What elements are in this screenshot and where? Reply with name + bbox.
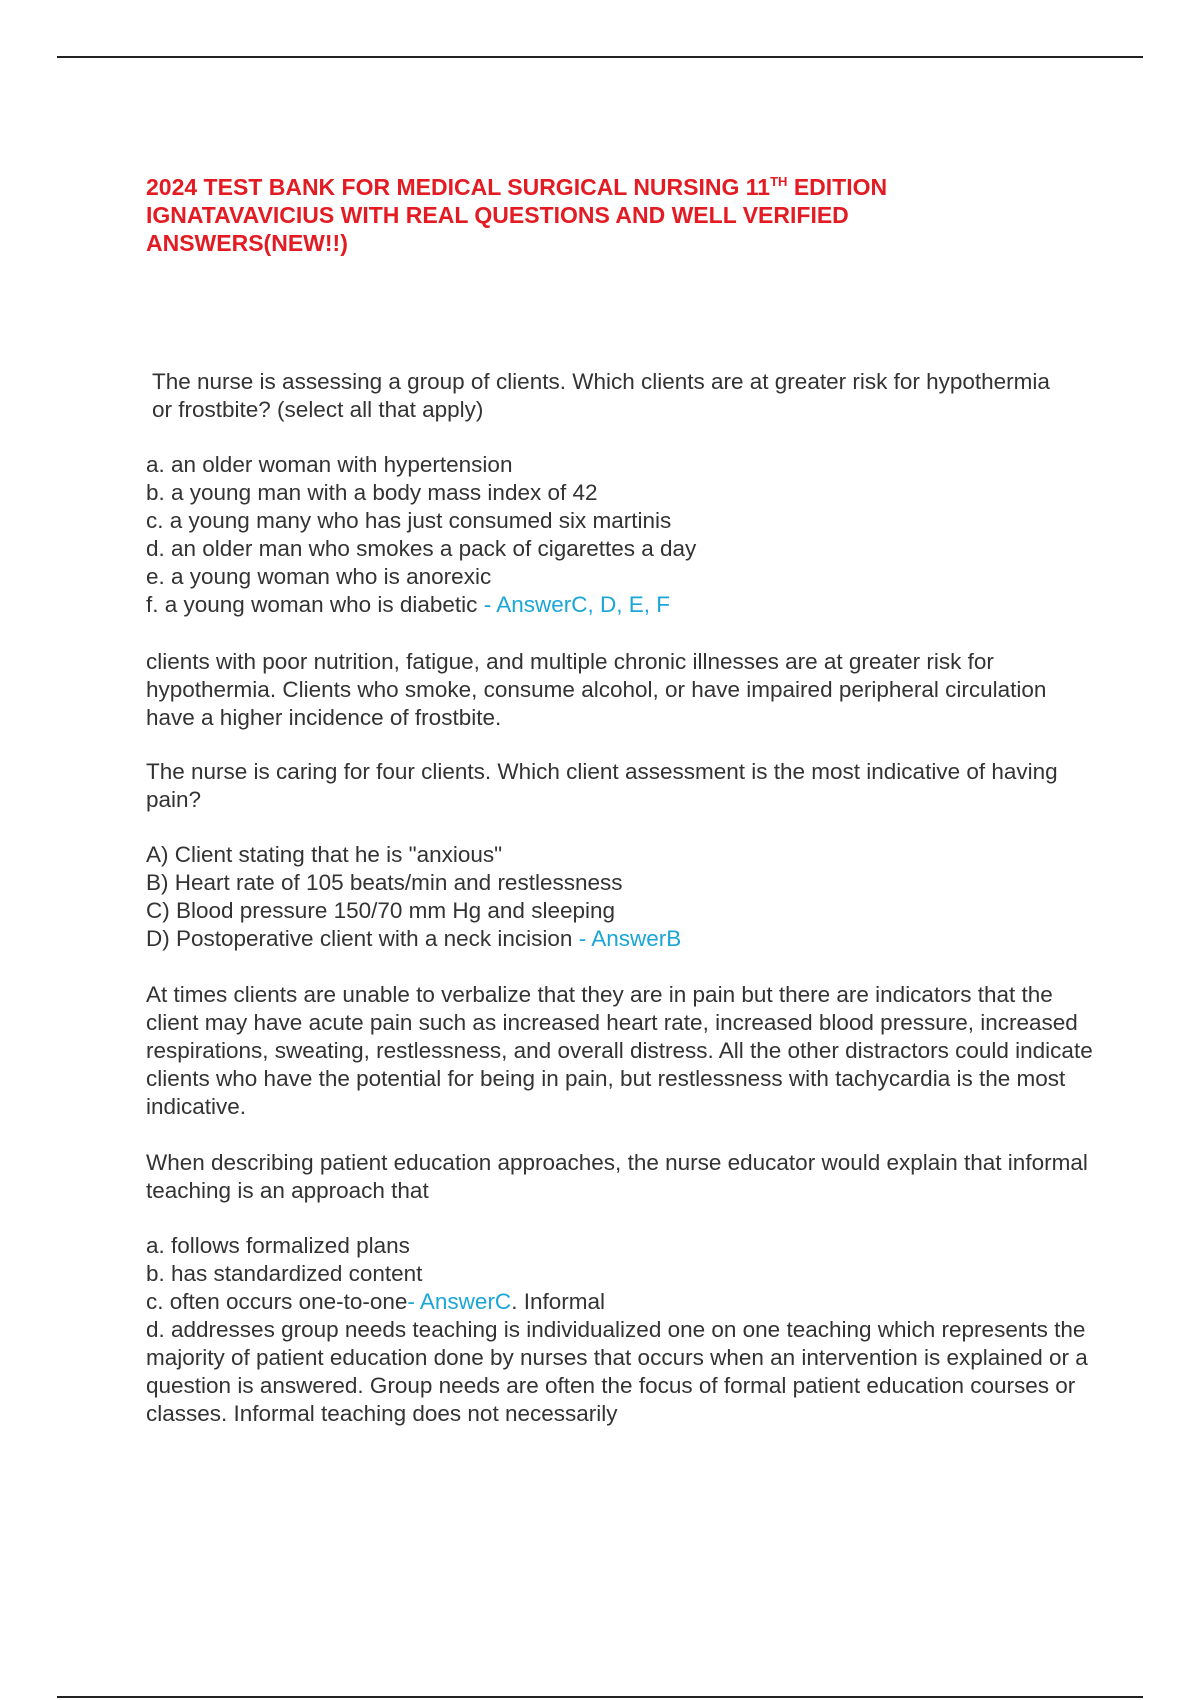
document-title — [146, 173, 946, 257]
question-1-options — [146, 451, 696, 619]
question-2-option-d-line — [146, 925, 681, 953]
question-1-option-b: b. a young man with a body mass index of 42 — [146, 480, 598, 505]
question-2-options — [146, 841, 681, 953]
title-superscript: TH — [770, 174, 788, 189]
question-1-rationale: clients with poor nutrition, fatigue, and multiple chronic illnesses are at greater risk for hypothermia. Clients who smoke, consume alcohol, or have impaired peripheral circulation have a higher incidence of frostbite. — [146, 649, 1047, 730]
question-3-options — [146, 1232, 1096, 1428]
question-1-answer: - AnswerC, D, E, F — [477, 592, 670, 617]
bottom-rule — [57, 1696, 1143, 1698]
question-3-option-d: d. addresses group needs teaching is individualized one on one teaching which represents the majority of patient education done by nurses that occurs when an intervention is explained or a question is answered. Group needs are often the focus of formal patient education courses or classes. Informal teaching does not necessarily — [146, 1317, 1088, 1426]
title-part1: 2024 TEST BANK FOR MEDICAL SURGICAL NURSING 11 — [146, 174, 771, 200]
question-1-option-e: e. a young woman who is anorexic — [146, 564, 492, 589]
question-2-option-a: A) Client stating that he is "anxious" — [146, 842, 503, 867]
question-3-option-b: b. has standardized content — [146, 1261, 423, 1286]
top-rule — [57, 56, 1143, 58]
question-1-option-c: c. a young many who has just consumed six martinis — [146, 508, 672, 533]
question-1-option-a: a. an older woman with hypertension — [146, 452, 513, 477]
question-3-option-c-line — [146, 1288, 1096, 1316]
question-2-option-b: B) Heart rate of 105 beats/min and restlessness — [146, 870, 623, 895]
question-3-answer-suffix: . Informal — [511, 1289, 605, 1314]
question-3-answer: - AnswerC — [407, 1289, 512, 1314]
question-1-stem: The nurse is assessing a group of clients. Which clients are at greater risk for hypothermia or frostbite? (select all that apply) — [152, 369, 1050, 422]
question-3-option-a: a. follows formalized plans — [146, 1233, 410, 1258]
question-2-option-c: C) Blood pressure 150/70 mm Hg and sleeping — [146, 898, 616, 923]
question-3-option-c: c. often occurs one-to-one — [146, 1289, 408, 1314]
page-content — [146, 173, 1093, 1426]
question-2-answer: - AnswerB — [572, 926, 682, 951]
question-1-option-d: d. an older man who smokes a pack of cigarettes a day — [146, 536, 697, 561]
question-1-option-f: f. a young woman who is diabetic — [146, 592, 478, 617]
question-1-option-f-line — [146, 591, 696, 619]
question-2-stem: The nurse is caring for four clients. Which client assessment is the most indicative of having pain? — [146, 759, 1058, 812]
question-3-stem: When describing patient education approaches, the nurse educator would explain that informal teaching is an approach that — [146, 1150, 1088, 1203]
question-2-option-d: D) Postoperative client with a neck incision — [146, 926, 573, 951]
question-2-rationale: At times clients are unable to verbalize that they are in pain but there are indicators that the client may have acute pain such as increased heart rate, increased blood pressure, increased respirations, sweating, restlessness, and overall distress. All the other distractors could indicate clients who have the potential for being in pain, but restlessness with tachycardia is the most indicative. — [146, 982, 1093, 1119]
title-part2: EDITION IGNATAVAVICIUS WITH REAL QUESTIONS AND WELL VERIFIED ANSWERS(NEW!!) — [146, 174, 888, 256]
